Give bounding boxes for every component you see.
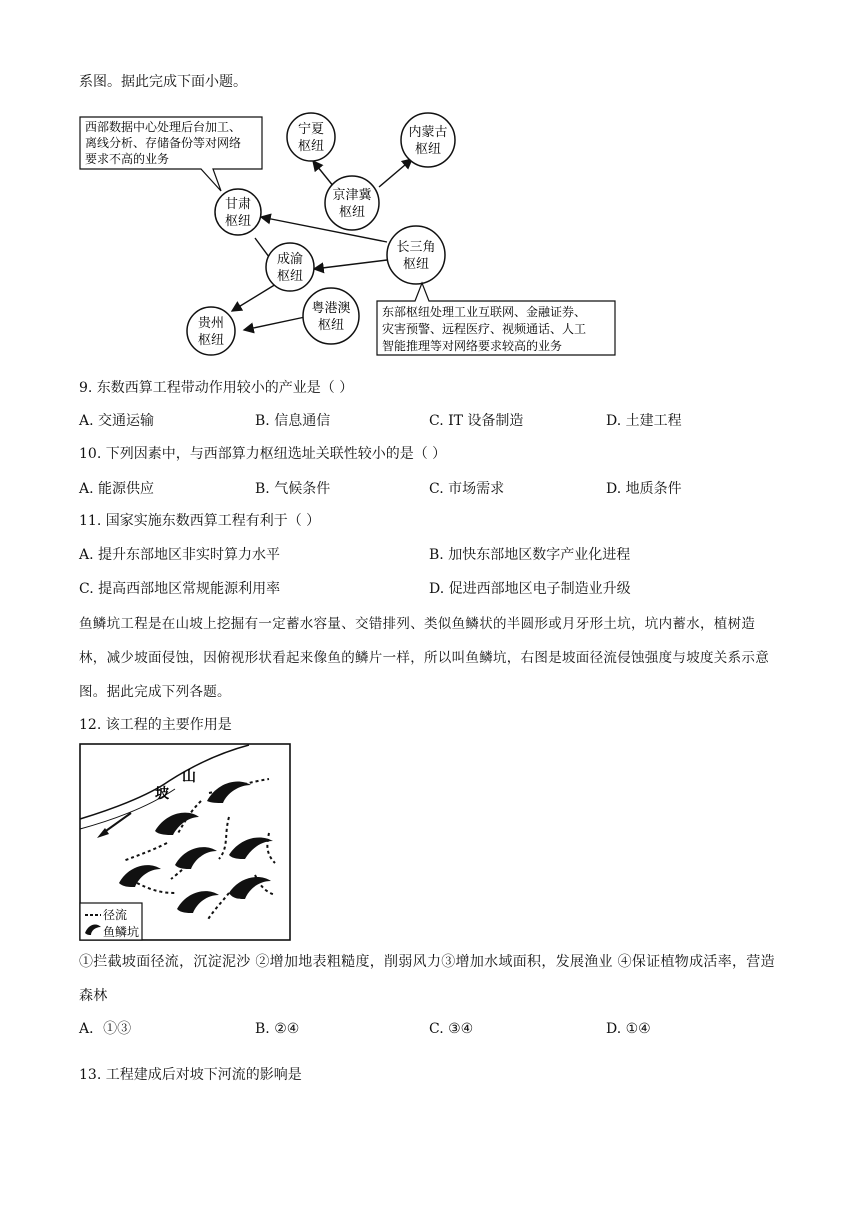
- node-guizhou: [187, 307, 235, 355]
- west-callout-line-3: 要求不高的业务: [85, 152, 170, 166]
- q10-stem: 10. 下列因素中，与西部算力枢纽选址关联性较小的是（ ）: [79, 446, 447, 462]
- q9-option-c[interactable]: C. IT 设备制造: [429, 413, 524, 429]
- q11-option-b[interactable]: B. 加快东部地区数字产业化进程: [429, 547, 631, 563]
- arrow-jingjinji-ningxia: [313, 161, 334, 187]
- q12-option-a[interactable]: A．①③: [79, 1021, 132, 1037]
- label-mountain: 山: [182, 769, 196, 785]
- node-yuegangao-suffix: 枢纽: [317, 318, 345, 333]
- q10-option-b[interactable]: B. 气候条件: [255, 481, 331, 497]
- q11-option-c[interactable]: C. 提高西部地区常规能源利用率: [79, 581, 281, 597]
- passage-fish-scale-pit: 鱼鳞坑工程是在山坡上挖掘有一定蓄水容量、交错排列、类似鱼鳞状的半圆形或月牙形土坑，坑内蓄水，植树造林，减少坡面侵蚀，因俯视形状看起来像鱼的鳞片一样，所以叫鱼鳞坑，右图是坡面径流侵蚀强度与坡度关系示意图。据此完成下列各题。: [79, 616, 769, 700]
- legend-runoff-label: 径流: [103, 908, 128, 922]
- q12-option-c[interactable]: C. ③④: [429, 1021, 474, 1037]
- node-yuegangao: [303, 288, 359, 344]
- q13-stem: 13. 工程建成后对坡下河流的影响是: [79, 1067, 302, 1083]
- hub-network-diagram: [79, 105, 619, 357]
- node-jingjinji: [325, 176, 379, 230]
- q9-option-a[interactable]: A. 交通运输: [79, 413, 155, 429]
- node-changsanjiao: [387, 226, 445, 284]
- legend: [80, 903, 142, 940]
- node-gansu-suffix: 枢纽: [224, 214, 252, 229]
- node-neimenggu-name: 内蒙古: [408, 125, 448, 140]
- node-gansu: [215, 189, 261, 235]
- node-guizhou-suffix: 枢纽: [197, 333, 225, 348]
- label-slope: 坡: [155, 786, 169, 802]
- q12-statements: ①拦截坡面径流，沉淀泥沙 ②增加地表粗糙度，削弱风力③增加水域面积，发展渔业 ④保证植物成活率，营造森林: [79, 954, 775, 1004]
- east-callout-line-1: 东部枢纽处理工业互联网、金融证券、: [382, 305, 587, 319]
- east-callout: [377, 283, 615, 355]
- q9-stem: 9. 东数西算工程带动作用较小的产业是（ ）: [79, 380, 354, 396]
- node-ningxia-suffix: 枢纽: [297, 139, 325, 154]
- node-neimenggu-suffix: 枢纽: [414, 142, 442, 157]
- q9-option-d[interactable]: D. 土建工程: [606, 413, 682, 429]
- q10-option-a[interactable]: A. 能源供应: [79, 481, 155, 497]
- q12-option-b[interactable]: B. ②④: [255, 1021, 300, 1037]
- node-ningxia: [287, 113, 335, 161]
- arrow-jingjinji-neimenggu: [379, 159, 412, 187]
- q11-stem: 11. 国家实施东数西算工程有利于（ ）: [79, 513, 321, 529]
- node-changsanjiao-suffix: 枢纽: [402, 257, 430, 272]
- arrow-changsanjiao-chengyu: [314, 260, 387, 269]
- west-callout-line-1: 西部数据中心处理后台加工、: [85, 120, 242, 134]
- arrow-yuegangao-guizhou: [244, 317, 305, 330]
- node-chengyu-suffix: 枢纽: [276, 269, 304, 284]
- q12-option-d[interactable]: D. ①④: [606, 1021, 651, 1037]
- node-yuegangao-name: 粤港澳: [311, 301, 351, 316]
- node-changsanjiao-name: 长三角: [396, 240, 436, 255]
- node-ningxia-name: 宁夏: [297, 122, 325, 137]
- intro-text: 系图。据此完成下面小题。: [79, 74, 247, 90]
- node-neimenggu: [401, 113, 455, 167]
- q10-option-d[interactable]: D. 地质条件: [606, 481, 682, 497]
- west-callout-line-2: 离线分析、存储备份等对网络: [85, 136, 242, 150]
- node-jingjinji-name: 京津冀: [332, 188, 372, 203]
- node-chengyu-name: 成渝: [276, 252, 304, 267]
- east-callout-line-3: 智能推理等对网络要求较高的业务: [382, 339, 563, 353]
- node-gansu-name: 甘肃: [224, 197, 252, 212]
- q10-option-c[interactable]: C. 市场需求: [429, 481, 505, 497]
- node-guizhou-name: 贵州: [197, 316, 225, 331]
- q12-stem: 12. 该工程的主要作用是: [79, 717, 232, 733]
- node-jingjinji-suffix: 枢纽: [338, 205, 366, 220]
- node-chengyu: [266, 243, 314, 291]
- fish-scale-pit-diagram: [79, 743, 291, 941]
- legend-pit-label: 鱼鳞坑: [103, 925, 140, 939]
- west-callout: [80, 117, 262, 191]
- q9-option-b[interactable]: B. 信息通信: [255, 413, 331, 429]
- q11-option-d[interactable]: D. 促进西部地区电子制造业升级: [429, 581, 631, 597]
- east-callout-line-2: 灾害预警、远程医疗、视频通话、人工: [382, 322, 587, 336]
- q11-option-a[interactable]: A. 提升东部地区非实时算力水平: [79, 547, 281, 563]
